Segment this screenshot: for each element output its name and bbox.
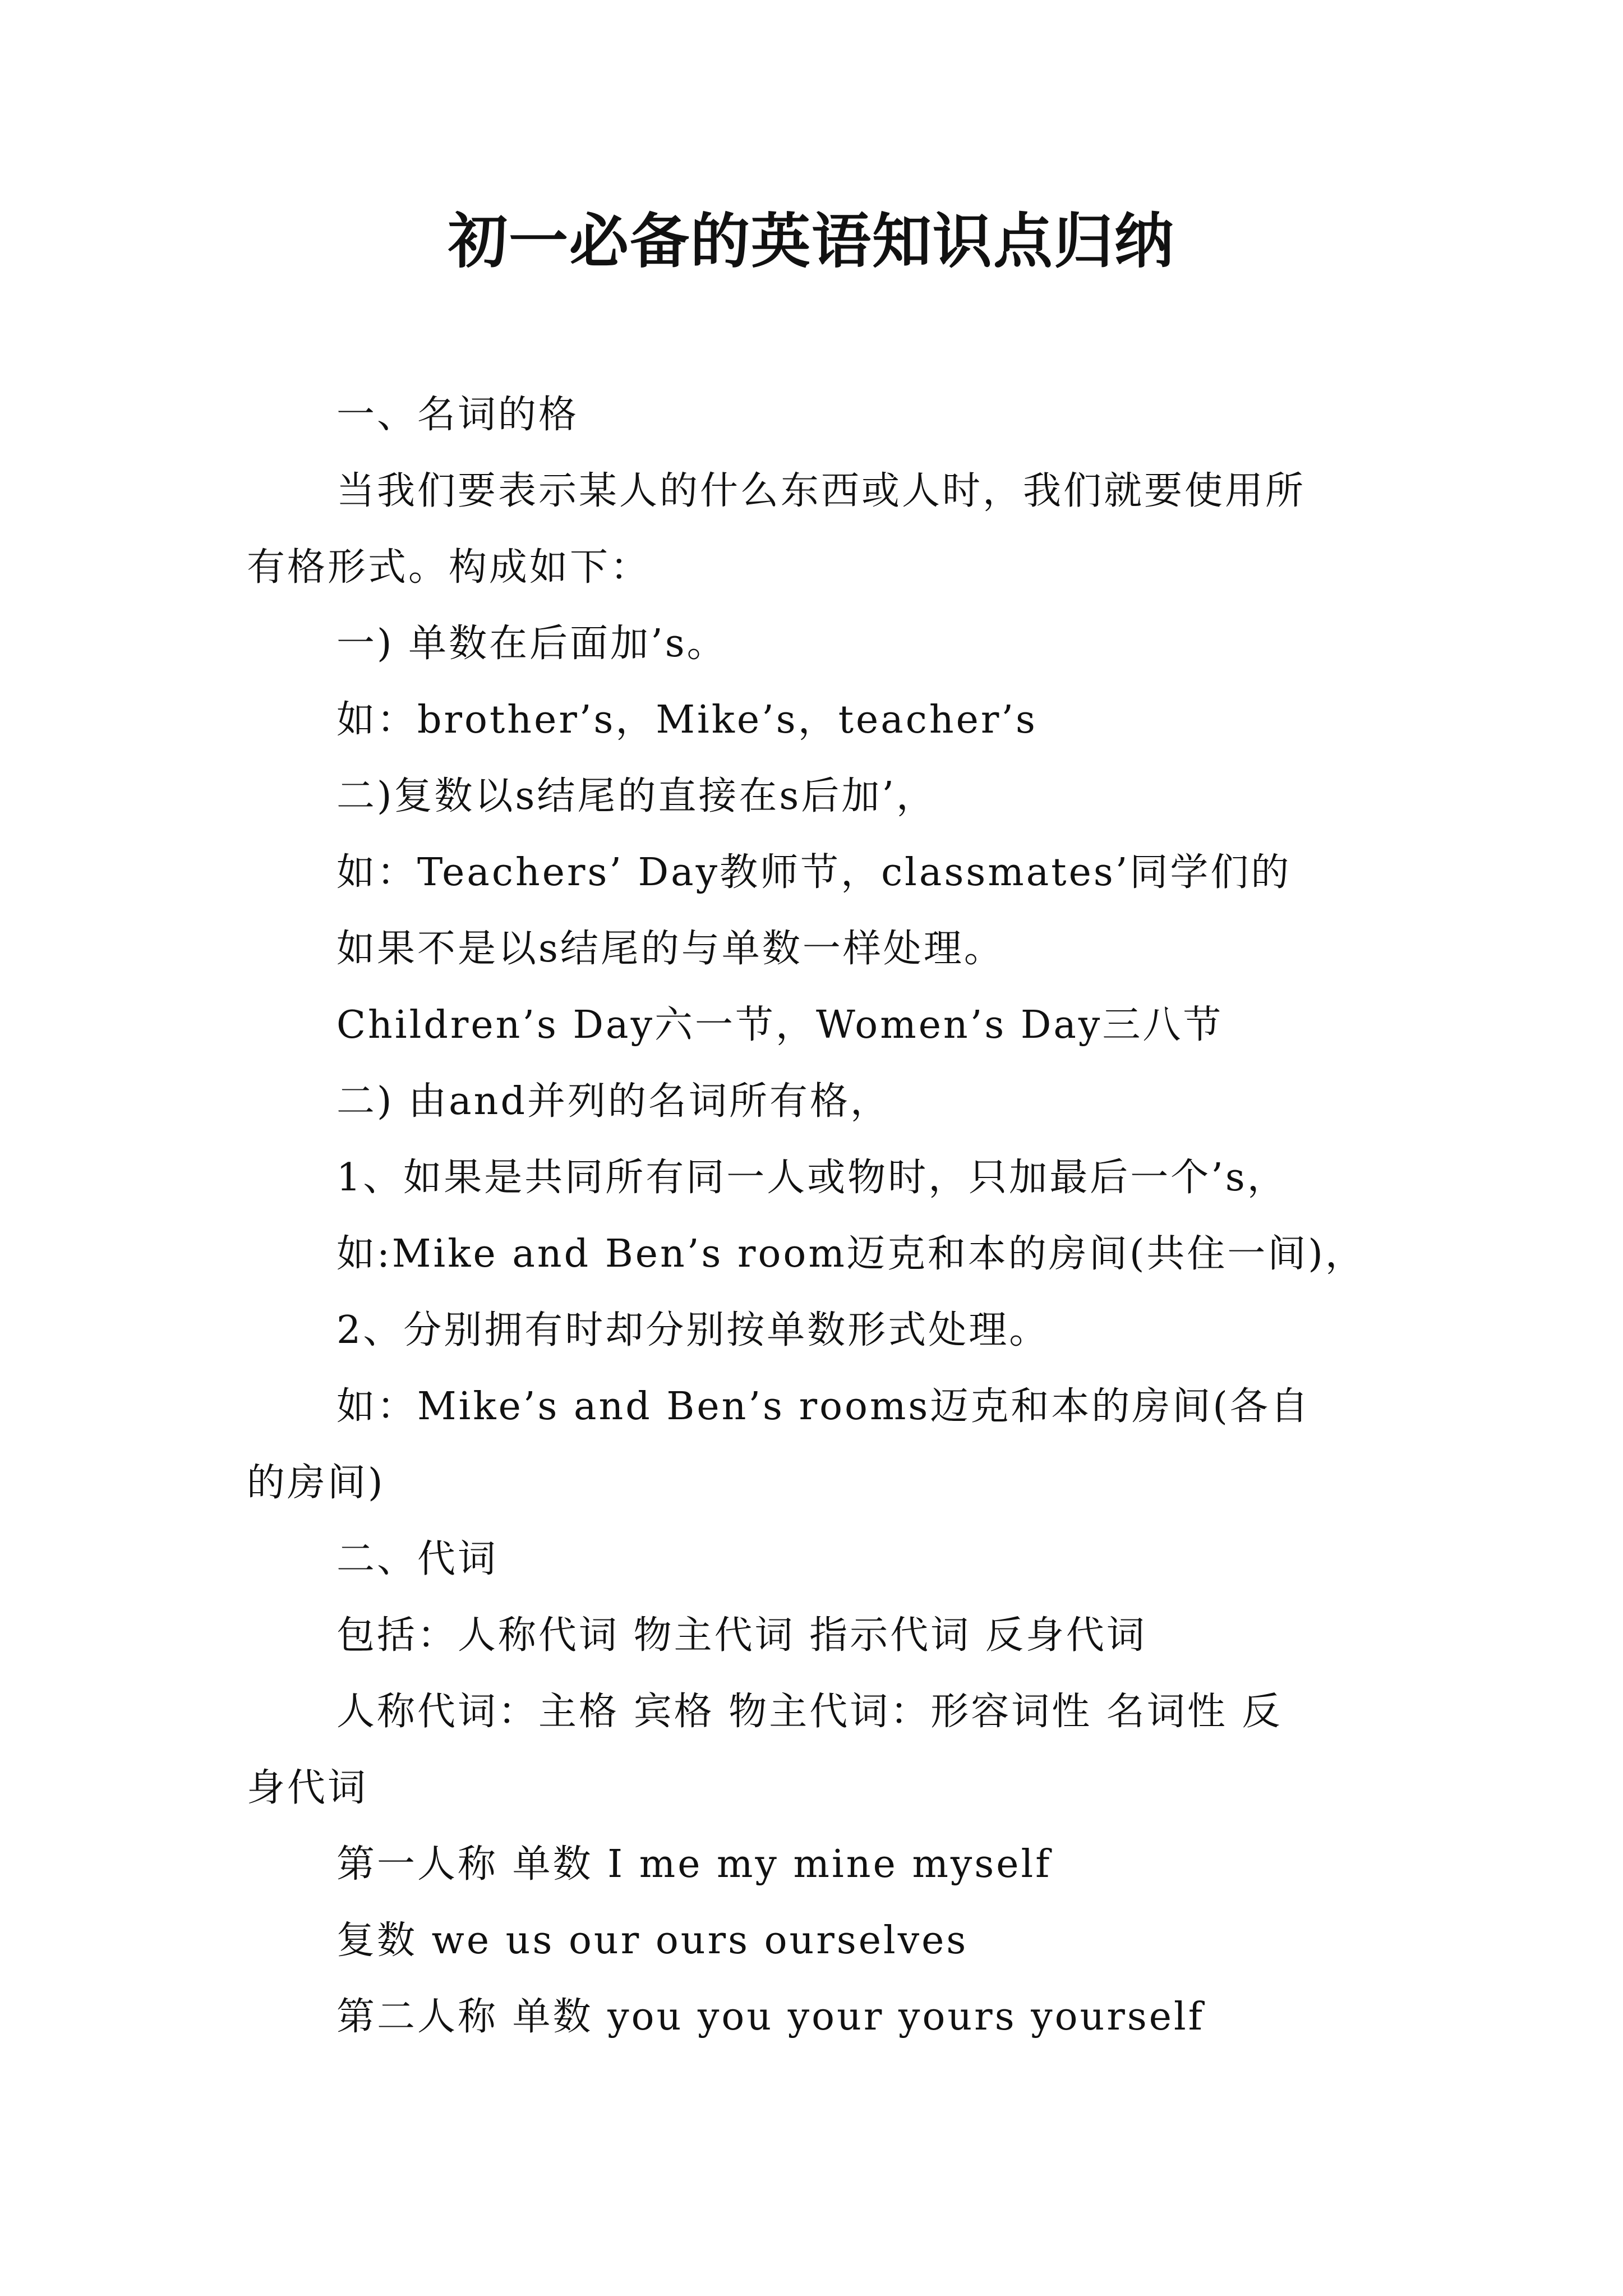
paragraph-line: 如：Teachers’ Day教师节，classmates’同学们的	[336, 850, 1292, 895]
paragraph-line: 1、如果是共同所有同一人或物时，只加最后一个’s，	[336, 1156, 1288, 1200]
section-heading-pronoun: 二、代词	[336, 1537, 499, 1581]
paragraph-line: 二)复数以s结尾的直接在s后加’，	[336, 774, 937, 818]
paragraph-line: 有格形式。构成如下：	[247, 545, 651, 590]
paragraph-line: 人称代词：主格 宾格 物主代词：形容词性 名词性 反	[336, 1690, 1283, 1734]
paragraph-line: 二) 由and并列的名词所有格，	[336, 1079, 891, 1124]
section-heading-noun-case: 一、名词的格	[336, 393, 579, 437]
paragraph-line: 如:Mike and Ben’s room迈克和本的房间(共住一间)，	[336, 1232, 1366, 1276]
paragraph-line: 第一人称 单数 I me my mine myself	[336, 1842, 1052, 1887]
paragraph-line: 如果不是以s结尾的与单数一样处理。	[336, 927, 1004, 971]
paragraph-line: 包括：人称代词 物主代词 指示代词 反身代词	[336, 1613, 1147, 1658]
paragraph-line: 的房间)	[247, 1461, 385, 1505]
paragraph-line: 如：brother’s，Mike’s，teacher’s	[336, 698, 1038, 742]
paragraph-line: 如：Mike’s and Ben’s rooms迈克和本的房间(各自	[336, 1384, 1311, 1429]
paragraph-line: 当我们要表示某人的什么东西或人时，我们就要使用所	[336, 469, 1306, 513]
paragraph-line: 2、分别拥有时却分别按单数形式处理。	[336, 1308, 1050, 1352]
paragraph-line: Children’s Day六一节，Women’s Day三八节	[336, 1003, 1224, 1047]
paragraph-line: 一) 单数在后面加’s。	[336, 622, 727, 666]
paragraph-line: 复数 we us our ours ourselves	[336, 1918, 969, 1963]
paragraph-line: 第二人称 单数 you you your yours yourself	[336, 1995, 1205, 2039]
document-title: 初一必备的英语知识点归纳	[448, 206, 1175, 276]
paragraph-line: 身代词	[247, 1766, 368, 1810]
